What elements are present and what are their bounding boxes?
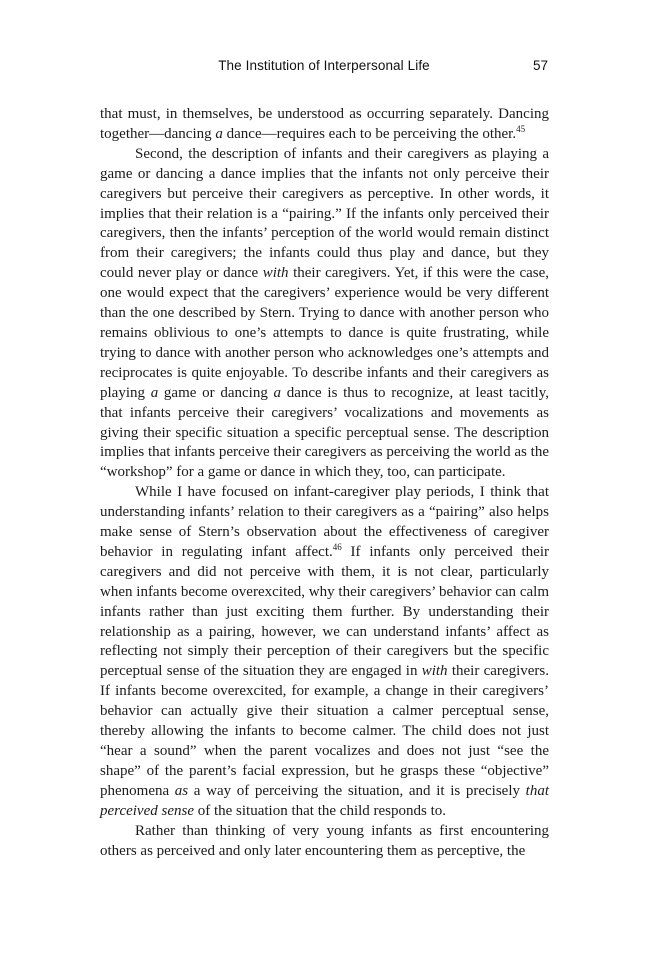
- running-title: The Institution of Interpersonal Life: [218, 58, 430, 73]
- italic-text: a: [215, 125, 223, 142]
- text-run: If infants only perceived their caregivers and did not perceive with them, it is not clear, particularly when infants become overexcited, why their caregivers’ behavior can calm infants rather than just exciting them further. By understanding their relationship as a pairing, however, we can understand infants’ affect as reflecting not simply their perception of their caregivers but the specific perceptual sense of the situation they are engaged in: [100, 543, 549, 680]
- text-run: that must, in themselves, be understood as occurring separately. Dancing together—dancing: [100, 106, 549, 142]
- paragraph-1: [100, 105, 549, 145]
- italic-text: a: [273, 384, 282, 401]
- body-text: [100, 105, 549, 861]
- text-run: dance is thus to recognize, at least tacitly, that infants perceive their caregivers’ vocalizations and movements as giving their specific situation a specific perceptual sense. The description implies that infants perceive their caregivers as perceiving the world as the “workshop” for a game or dance in which they, too, can participate.: [100, 384, 549, 481]
- paragraph-4: [100, 822, 549, 862]
- italic-text: as: [174, 782, 189, 799]
- text-run: their caregivers. Yet, if this were the case, one would expect that the caregivers’ experience would be very different than the one described by Stern. Trying to dance with another person who remains oblivious to one’s attempts to dance is quite frustrating, while trying to dance with another person who acknowledges one’s attempts and reciprocates is quite enjoyable. To describe infants and their caregivers as playing: [100, 265, 550, 401]
- text-run: Rather than thinking of very young infants as first encountering others as perceived and only later encountering them as perceptive, the: [100, 822, 549, 859]
- paragraph-2: [100, 145, 549, 483]
- footnote-ref: 45: [516, 123, 526, 134]
- running-head: [100, 58, 548, 80]
- text-run: of the situation that the child responds to.: [193, 802, 447, 819]
- text-run: dance—requires each to be perceiving the other.: [222, 125, 517, 142]
- text-run: a way of perceiving the situation, and it is precisely: [188, 782, 526, 799]
- italic-text: with: [421, 663, 448, 680]
- text-run: their caregivers. If infants become overexcited, for example, a change in their caregivers’ behavior can actually give their situation a calmer perceptual sense, thereby allowing the infants to become calmer. The child does not just “hear a sound” when the parent vocalizes and does not just “see the shape” of the parent’s facial expression, but he grasps these “objective” phenomena: [100, 663, 549, 799]
- paragraph-3: [100, 483, 549, 821]
- text-run: game or dancing: [158, 384, 274, 401]
- italic-text: a: [150, 384, 159, 401]
- italic-text: with: [262, 265, 289, 282]
- text-run: While I have focused on infant-caregiver play periods, I think that understanding infants’ relation to their caregivers as a “pairing” also helps make sense of Stern’s observation about the effectiveness of caregiver behavior in regulating infant affect.: [100, 484, 549, 560]
- footnote-ref: 46: [332, 541, 342, 552]
- page-number: 57: [532, 58, 548, 73]
- text-run: Second, the description of infants and their caregivers as playing a game or dancing a dance implies that the infants not only perceive their caregivers but perceive their caregivers as perceptive. In other words, it implies that their relation is a “pairing.” If the infants only perceived their caregivers, then the infants’ perception of the world would remain distinct from their caregivers; the infants could thus play and dance, but they could never play or dance: [100, 145, 549, 282]
- italic-text: that perceived sense: [100, 782, 549, 819]
